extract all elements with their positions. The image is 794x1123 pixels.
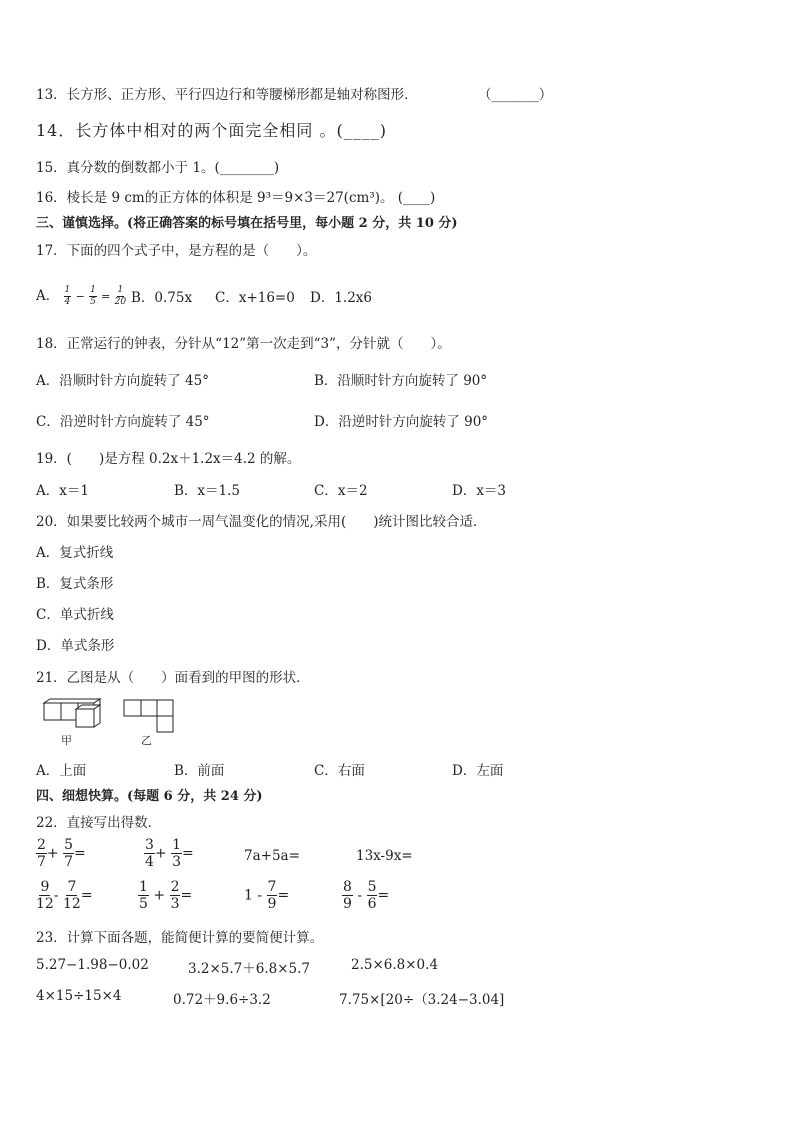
q23-expr-6[interactable]: 7.75×[20÷（3.24−3.04] — [339, 992, 505, 1008]
q23-expr-3[interactable]: 2.5×6.8×0.4 — [351, 957, 439, 973]
question-13-text: 13．长方形、正方形、平行四边行和等腰梯形都是轴对称图形． — [36, 87, 418, 103]
q18-option-b[interactable]: B．沿顺时针方向旋转了 90° — [314, 373, 488, 389]
figure-jia-label: 甲 — [61, 734, 72, 747]
question-13-blank[interactable]: （_______） — [478, 87, 553, 103]
q18-option-c[interactable]: C．沿逆时针方向旋转了 45° — [36, 414, 210, 430]
q18-option-a[interactable]: A．沿顺时针方向旋转了 45° — [36, 373, 209, 389]
q20-option-a[interactable]: A．复式折线 — [36, 545, 114, 561]
q17-option-c[interactable]: C．x+16=0 — [215, 290, 295, 306]
q22-expr-8[interactable]: $\frac{8}{9}$ - $\frac{5}{6}$ = — [343, 879, 390, 912]
q17-frac-3: $\frac{1}{20}$ — [114, 285, 127, 307]
q21-option-b[interactable]: B．前面 — [174, 763, 225, 779]
q22-expr-2[interactable]: $\frac{3}{4}$ + $\frac{1}{3}$ = — [145, 837, 194, 870]
q17-option-d[interactable]: D．1.2x6 — [310, 290, 372, 306]
question-22-stem: 22．直接写出得数． — [36, 815, 162, 831]
question-15: 15．真分数的倒数都小于 1。(________) — [36, 160, 280, 176]
q23-expr-1[interactable]: 5.27−1.98−0.02 — [36, 957, 149, 973]
q23-expr-5[interactable]: 0.72＋9.6÷3.2 — [173, 992, 271, 1008]
section-4-title: 四、细想快算。(每题 6 分，共 24 分) — [36, 789, 263, 804]
question-16: 16．棱长是 9 cm的正方体的体积是 9³＝9×3＝27(cm³)。 (____) — [36, 190, 436, 206]
question-23-stem: 23．计算下面各题，能简便计算的要简便计算。 — [36, 930, 324, 946]
q23-expr-2[interactable]: 3.2×5.7＋6.8×5.7 — [188, 961, 311, 977]
q19-option-b[interactable]: B．x＝1.5 — [174, 483, 241, 499]
q20-option-b[interactable]: B．复式条形 — [36, 576, 114, 592]
question-13 — [36, 83, 418, 103]
q17-frac-1: $\frac{1}{4}$ — [64, 285, 71, 307]
q22-expr-5[interactable]: $\frac{9}{12}$ - $\frac{7}{12}$ = — [36, 879, 93, 912]
q19-option-c[interactable]: C．x＝2 — [314, 483, 368, 499]
question-20-stem: 20．如果要比较两个城市一周气温变化的情况,采用( )统计图比较合适． — [36, 514, 487, 530]
q17-option-a[interactable]: A． $\frac{1}{4}$ − $\frac{1}{5}$ = $\frac{1}{20}$ — [36, 285, 127, 307]
q17-frac-2: $\frac{1}{5}$ — [90, 285, 96, 307]
question-14: 14．长方体中相对的两个面完全相同 。(____) — [36, 121, 387, 140]
q19-option-d[interactable]: D．x＝3 — [452, 483, 507, 499]
q23-expr-4[interactable]: 4×15÷15×4 — [36, 988, 122, 1004]
q19-option-a[interactable]: A．x＝1 — [36, 483, 89, 499]
q22-expr-7[interactable]: 1 - $\frac{7}{9}$ = — [244, 879, 290, 912]
figure-jia-cubes — [42, 697, 106, 729]
q21-option-d[interactable]: D．左面 — [452, 763, 504, 779]
q22-expr-4[interactable]: 13x-9x= — [356, 848, 413, 864]
question-18-stem: 18．正常运行的钟表，分针从“12”第一次走到“3”，分针就（ ）。 — [36, 336, 451, 352]
figure-yi-view — [122, 698, 176, 734]
section-3-title: 三、谨慎选择。(将正确答案的标号填在括号里，每小题 2 分，共 10 分) — [36, 216, 458, 231]
q20-option-c[interactable]: C．单式折线 — [36, 607, 114, 623]
question-19-stem: 19．( )是方程 0.2x＋1.2x＝4.2 的解。 — [36, 451, 301, 467]
question-21-stem: 21．乙图是从（ ）面看到的甲图的形状． — [36, 670, 310, 686]
q21-option-c[interactable]: C．右面 — [314, 763, 365, 779]
question-17-stem: 17．下面的四个式子中，是方程的是（ ）。 — [36, 243, 317, 259]
q22-expr-3[interactable]: 7a+5a= — [244, 848, 300, 864]
q22-expr-1[interactable]: $\frac{2}{7}$ + $\frac{5}{7}$ = — [37, 837, 86, 870]
q22-expr-6[interactable]: $\frac{1}{5}$ + $\frac{2}{3}$ = — [139, 879, 193, 912]
q18-option-d[interactable]: D．沿逆时针方向旋转了 90° — [314, 414, 489, 430]
q17-option-b[interactable]: B．0.75x — [131, 290, 193, 306]
q21-option-a[interactable]: A．上面 — [36, 763, 87, 779]
q20-option-d[interactable]: D．单式条形 — [36, 638, 115, 654]
figure-yi-label: 乙 — [141, 734, 152, 747]
